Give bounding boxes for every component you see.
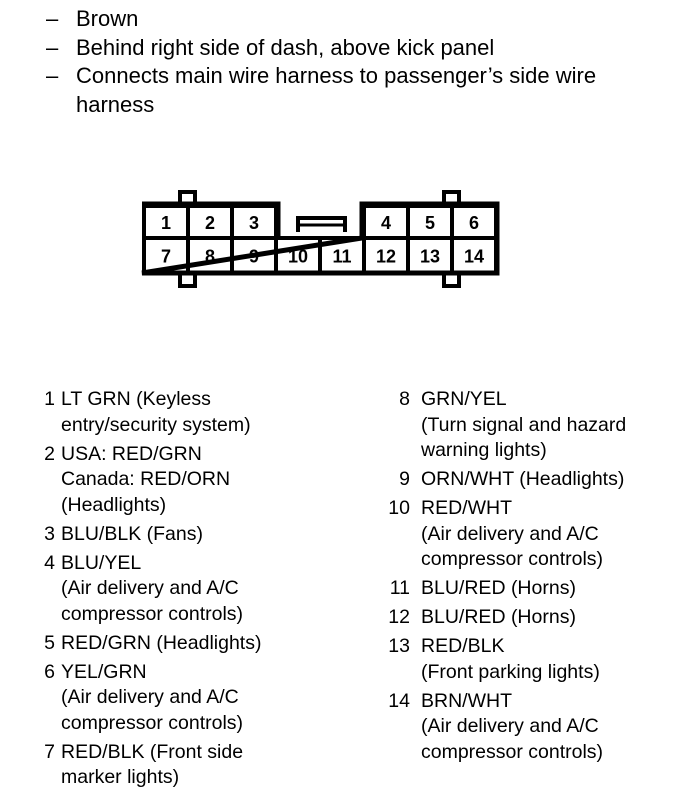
pin-number: 14 [388,689,410,712]
pin-number: 2 [44,442,55,465]
pin-number: 8 [399,388,410,410]
pin-label: 7 [160,246,172,267]
pin-item [37,660,337,737]
pin-label: 8 [204,246,216,267]
pin-number: 3 [44,522,55,545]
pin-number: 5 [44,631,55,654]
pin-description: RED/GRN (Headlights) [61,631,262,654]
pin-description: USA: RED/GRN Canada: RED/ORN (Headlights) [61,442,231,516]
pin-number: 12 [388,606,410,628]
pin-number: 10 [388,497,410,519]
pin-label: 9 [248,246,260,267]
pin-description: YEL/GRN (Air delivery and A/C compressor controls) [61,660,244,734]
pin-label: 5 [424,213,436,233]
pin-item [385,496,685,573]
pin-description: LT GRN (Keyless entry/security system) [61,388,251,436]
connector-location: Behind right side of dash, above kick panel [76,34,495,60]
pin-item [385,605,685,631]
dash-marker: – [46,34,59,60]
pin-number: 9 [399,468,410,490]
pin-item [37,551,337,628]
pin-number: 1 [44,388,55,410]
dash-marker: – [46,63,59,88]
pin-label: 10 [287,246,309,267]
pin-description: GRN/YEL (Turn signal and hazard warning lights) [421,388,627,461]
connector-color: Brown [76,6,139,31]
pin-label: 2 [204,213,216,233]
pin-description: ORN/WHT (Headlights) [421,468,625,490]
pin-item [385,634,685,685]
pin-description: BLU/YEL (Air delivery and A/C compressor controls) [61,551,244,625]
pin-number: 4 [44,551,55,574]
dash-marker: – [46,6,59,31]
pin-description: RED/BLK (Front side marker lights) [61,740,244,788]
pin-label: 12 [375,246,397,267]
pin-list-right [385,387,685,769]
pin-label: 14 [463,246,485,267]
pin-label: 4 [380,213,392,233]
pin-number: 13 [388,635,410,657]
pin-item [385,576,685,602]
pin-label: 1 [160,213,172,233]
pin-label: 6 [468,213,480,233]
pin-number: 11 [389,577,410,599]
pin-label: 13 [419,246,441,267]
pin-item [385,467,685,493]
pin-label: 3 [248,213,260,233]
pin-description: RED/BLK (Front parking lights) [421,635,600,683]
pin-item [385,387,685,464]
pin-item [37,631,337,657]
pin-description: RED/WHT (Air delivery and A/C compressor controls) [421,497,604,570]
pin-list-left [37,387,337,794]
pin-item [37,442,337,519]
connector-function: Connects main wire harness to passenger’s side wire harness [76,63,597,117]
pin-number: 7 [44,740,55,763]
pin-item [37,387,337,438]
pin-description: BLU/RED (Horns) [421,577,576,599]
pin-description: BLU/RED (Horns) [421,606,576,628]
pin-item [385,689,685,766]
pin-description: BRN/WHT (Air delivery and A/C compressor controls) [421,689,604,763]
bottom-row-cells [144,238,496,273]
connector-diagram [0,0,688,320]
pin-item [37,740,337,791]
pin-number: 6 [44,660,55,683]
pin-item [37,522,337,548]
pin-description: BLU/BLK (Fans) [61,522,203,545]
top-row-cells [144,206,496,238]
pin-label: 11 [332,246,352,267]
